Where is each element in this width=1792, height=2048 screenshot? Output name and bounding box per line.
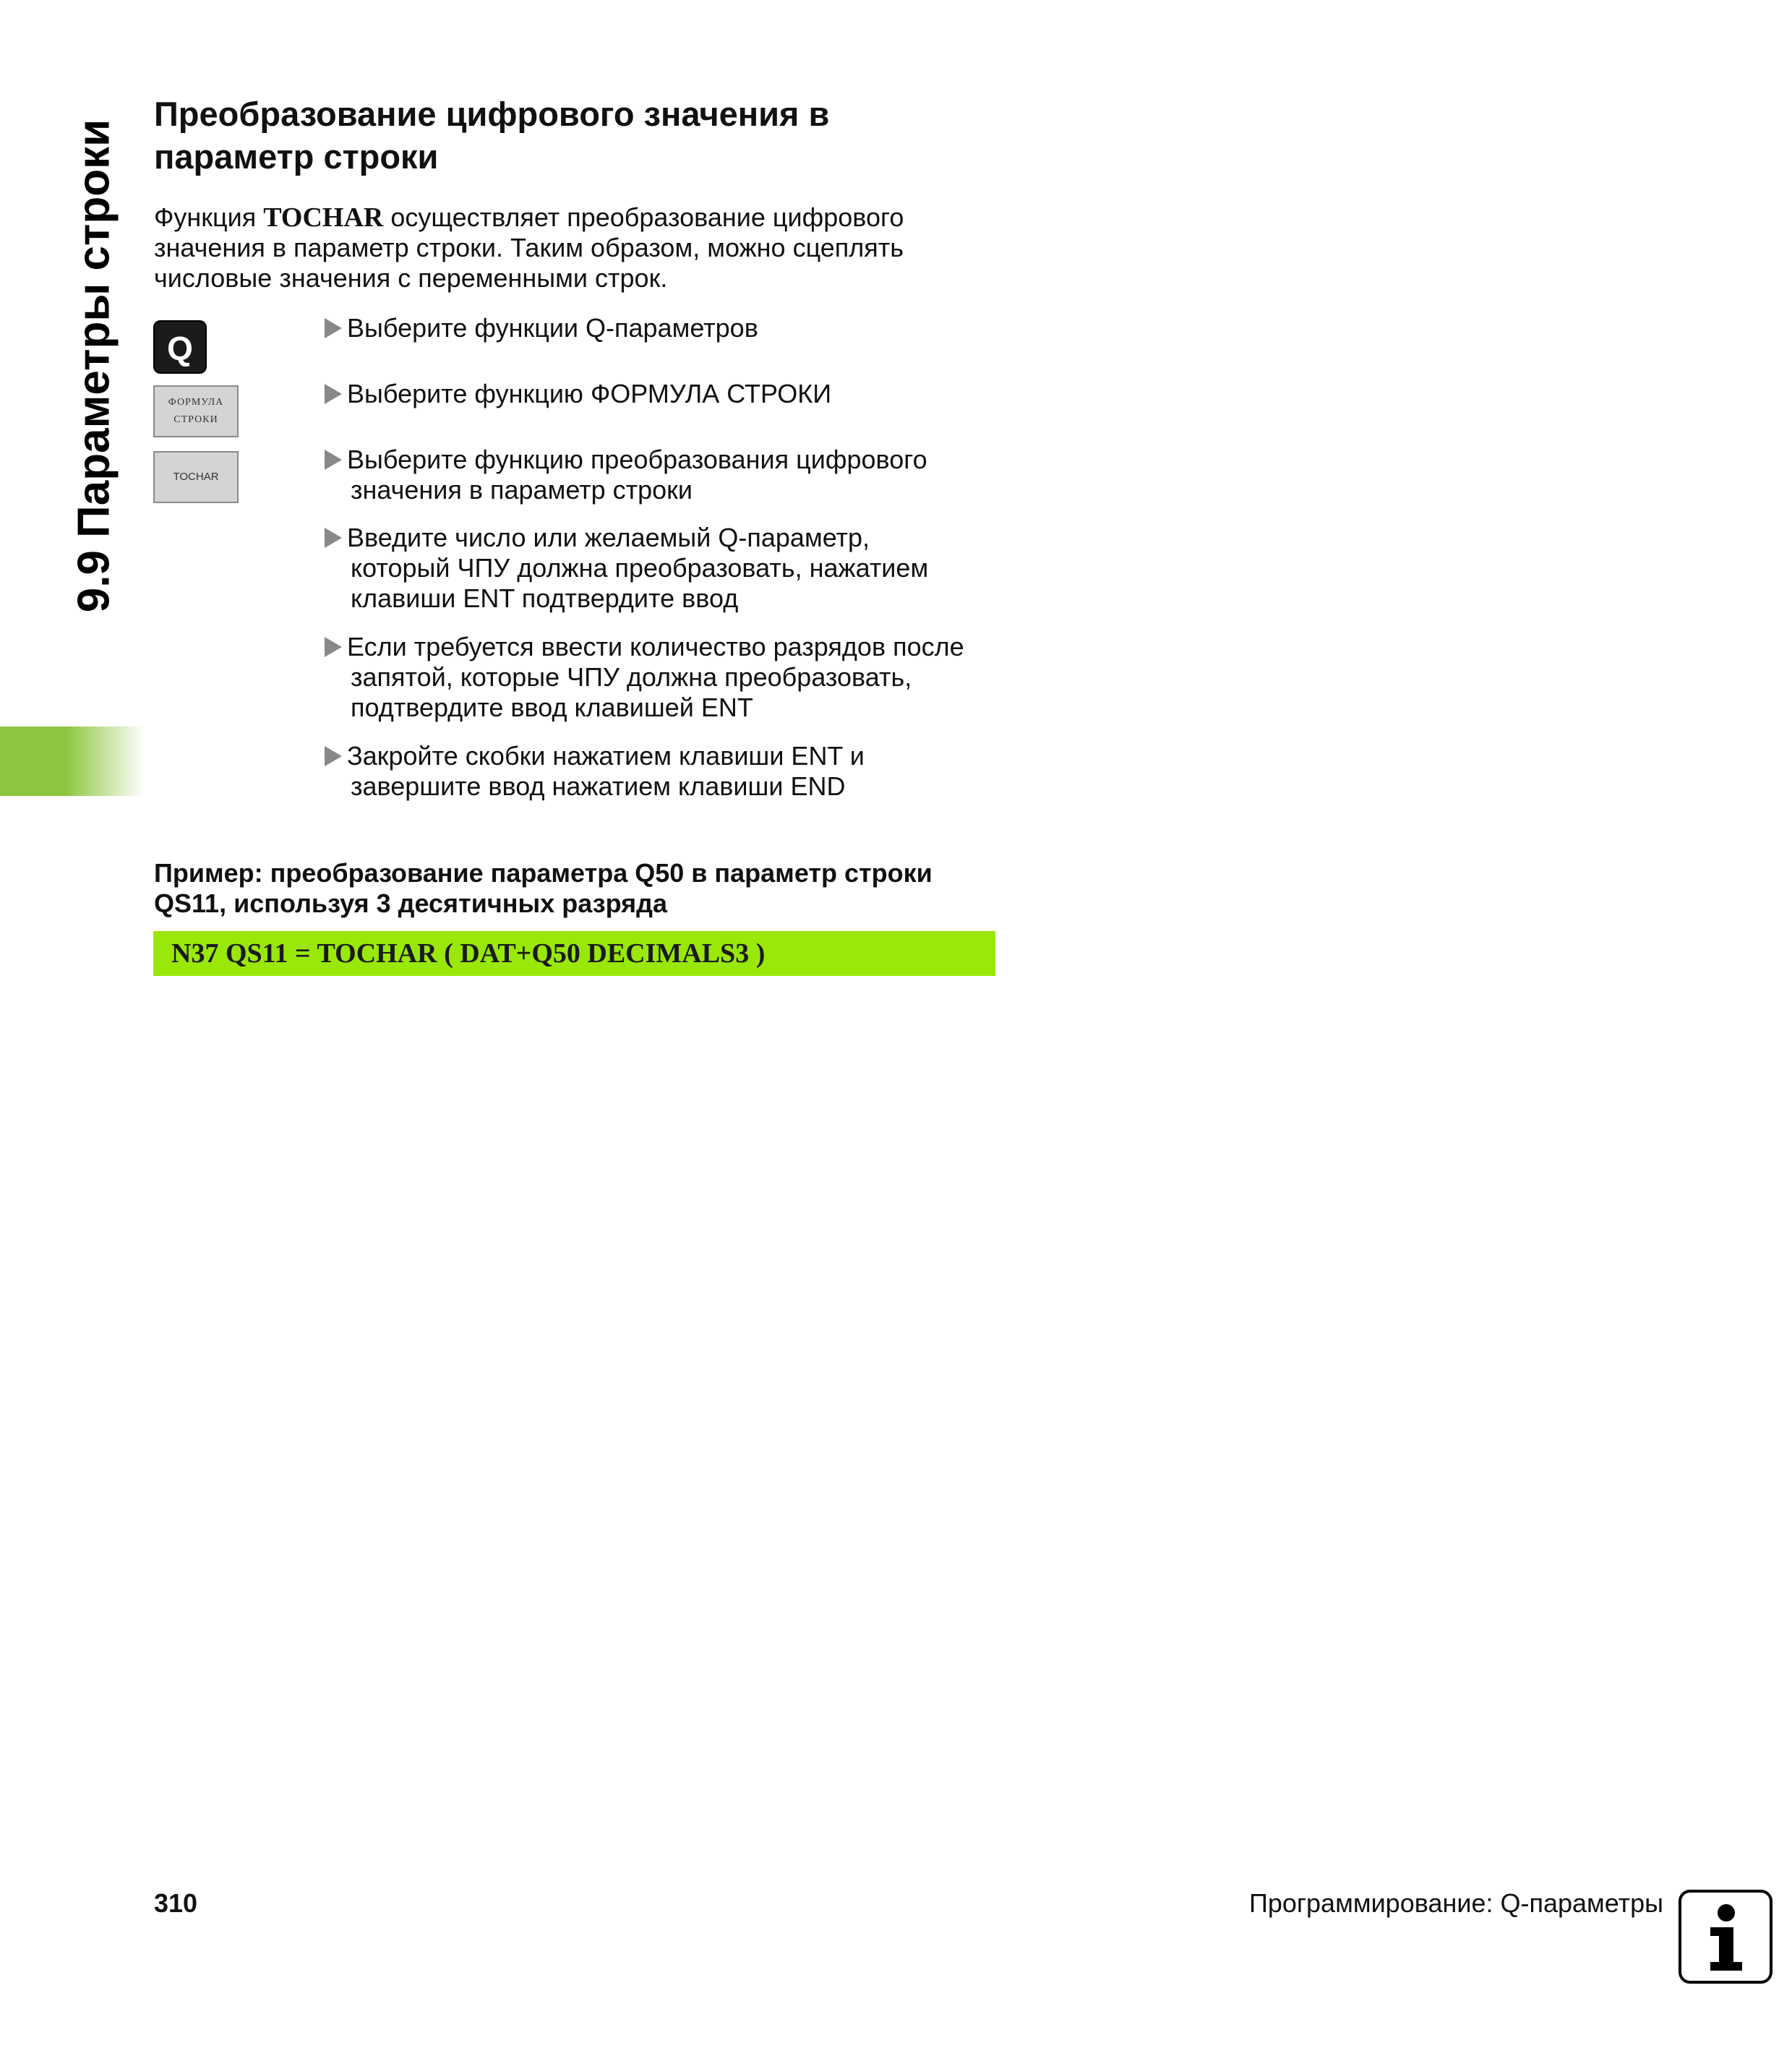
step-item (323, 741, 1046, 802)
step-line: подтвердите ввод клавишей ENT (351, 693, 753, 722)
step-line: который ЧПУ должна преобразовать, нажатием (351, 553, 929, 583)
intro-paragraph (154, 202, 1021, 294)
q-key-label: Q (167, 330, 193, 367)
step-line: завершите ввод нажатием клавиши END (351, 771, 846, 801)
step-text (347, 741, 1046, 802)
softkey-line-2: СТРОКИ (173, 414, 218, 425)
step-item (323, 313, 1046, 343)
step-line: запятой, которые ЧПУ должна преобразовать, (351, 662, 912, 692)
step-arrow-icon (325, 637, 342, 657)
chapter-title-text: 9.9 Параметры строки (69, 119, 119, 613)
step-arrow-icon (325, 528, 342, 548)
info-glyph-icon (1681, 1893, 1770, 1981)
step-line: Закройте скобки нажатием клавиши ENT и (347, 741, 865, 771)
chapter-sidebar-title (58, 98, 130, 633)
step-text (347, 379, 1046, 409)
tochar-softkey-label: TOCHAR (173, 471, 219, 483)
step-text (347, 445, 1046, 505)
step-line: значения в параметр строки (351, 475, 693, 505)
formula-string-softkey-icon (153, 385, 239, 437)
example-title-line-1: Пример: преобразование параметра Q50 в параметр строки (154, 858, 933, 888)
step-text (347, 632, 1046, 723)
step-line: Выберите функцию ФОРМУЛА СТРОКИ (347, 379, 832, 408)
step-line: Если требуется ввести количество разрядов после (347, 632, 964, 661)
step-item (323, 445, 1046, 505)
step-text (347, 523, 1046, 614)
step-line: Выберите функции Q-параметров (347, 313, 758, 343)
intro-line-3: числовые значения с переменными строк. (154, 263, 668, 293)
step-line: Выберите функцию преобразования цифрового (347, 445, 927, 474)
section-heading (154, 93, 1021, 178)
info-icon (1679, 1890, 1772, 1984)
intro-line-1-rest: осуществляет преобразование цифрового (383, 202, 904, 232)
step-arrow-icon (325, 384, 342, 404)
step-item (323, 632, 1046, 723)
intro-line-2: значения в параметр строки. Таким образом, можно сцеплять (154, 233, 904, 262)
q-key-icon (153, 320, 207, 374)
step-item (323, 523, 1046, 614)
step-line: клавиши ENT подтвердите ввод (351, 583, 739, 613)
step-item (323, 379, 1046, 409)
step-line: Введите число или желаемый Q-параметр, (347, 523, 870, 552)
step-arrow-icon (325, 746, 342, 766)
page-number: 310 (154, 1888, 198, 1918)
step-arrow-icon (325, 318, 342, 338)
tochar-softkey-icon (153, 451, 239, 503)
chapter-tab-marker (0, 727, 145, 796)
step-arrow-icon (325, 450, 342, 470)
step-text (347, 313, 1046, 343)
heading-line-2: параметр строки (154, 137, 439, 176)
example-title-line-2: QS11, используя 3 десятичных разряда (154, 888, 667, 918)
intro-prefix: Функция (154, 202, 264, 232)
heading-line-1: Преобразование цифрового значения в (154, 95, 830, 133)
intro-keyword: TOCHAR (263, 202, 384, 233)
footer-chapter-title: Программирование: Q-параметры (1248, 1888, 1663, 1918)
softkey-line-1: ФОРМУЛА (168, 397, 224, 408)
code-example: N37 QS11 = TOCHAR ( DAT+Q50 DECIMALS3 ) (153, 931, 995, 976)
example-title (154, 858, 1021, 919)
